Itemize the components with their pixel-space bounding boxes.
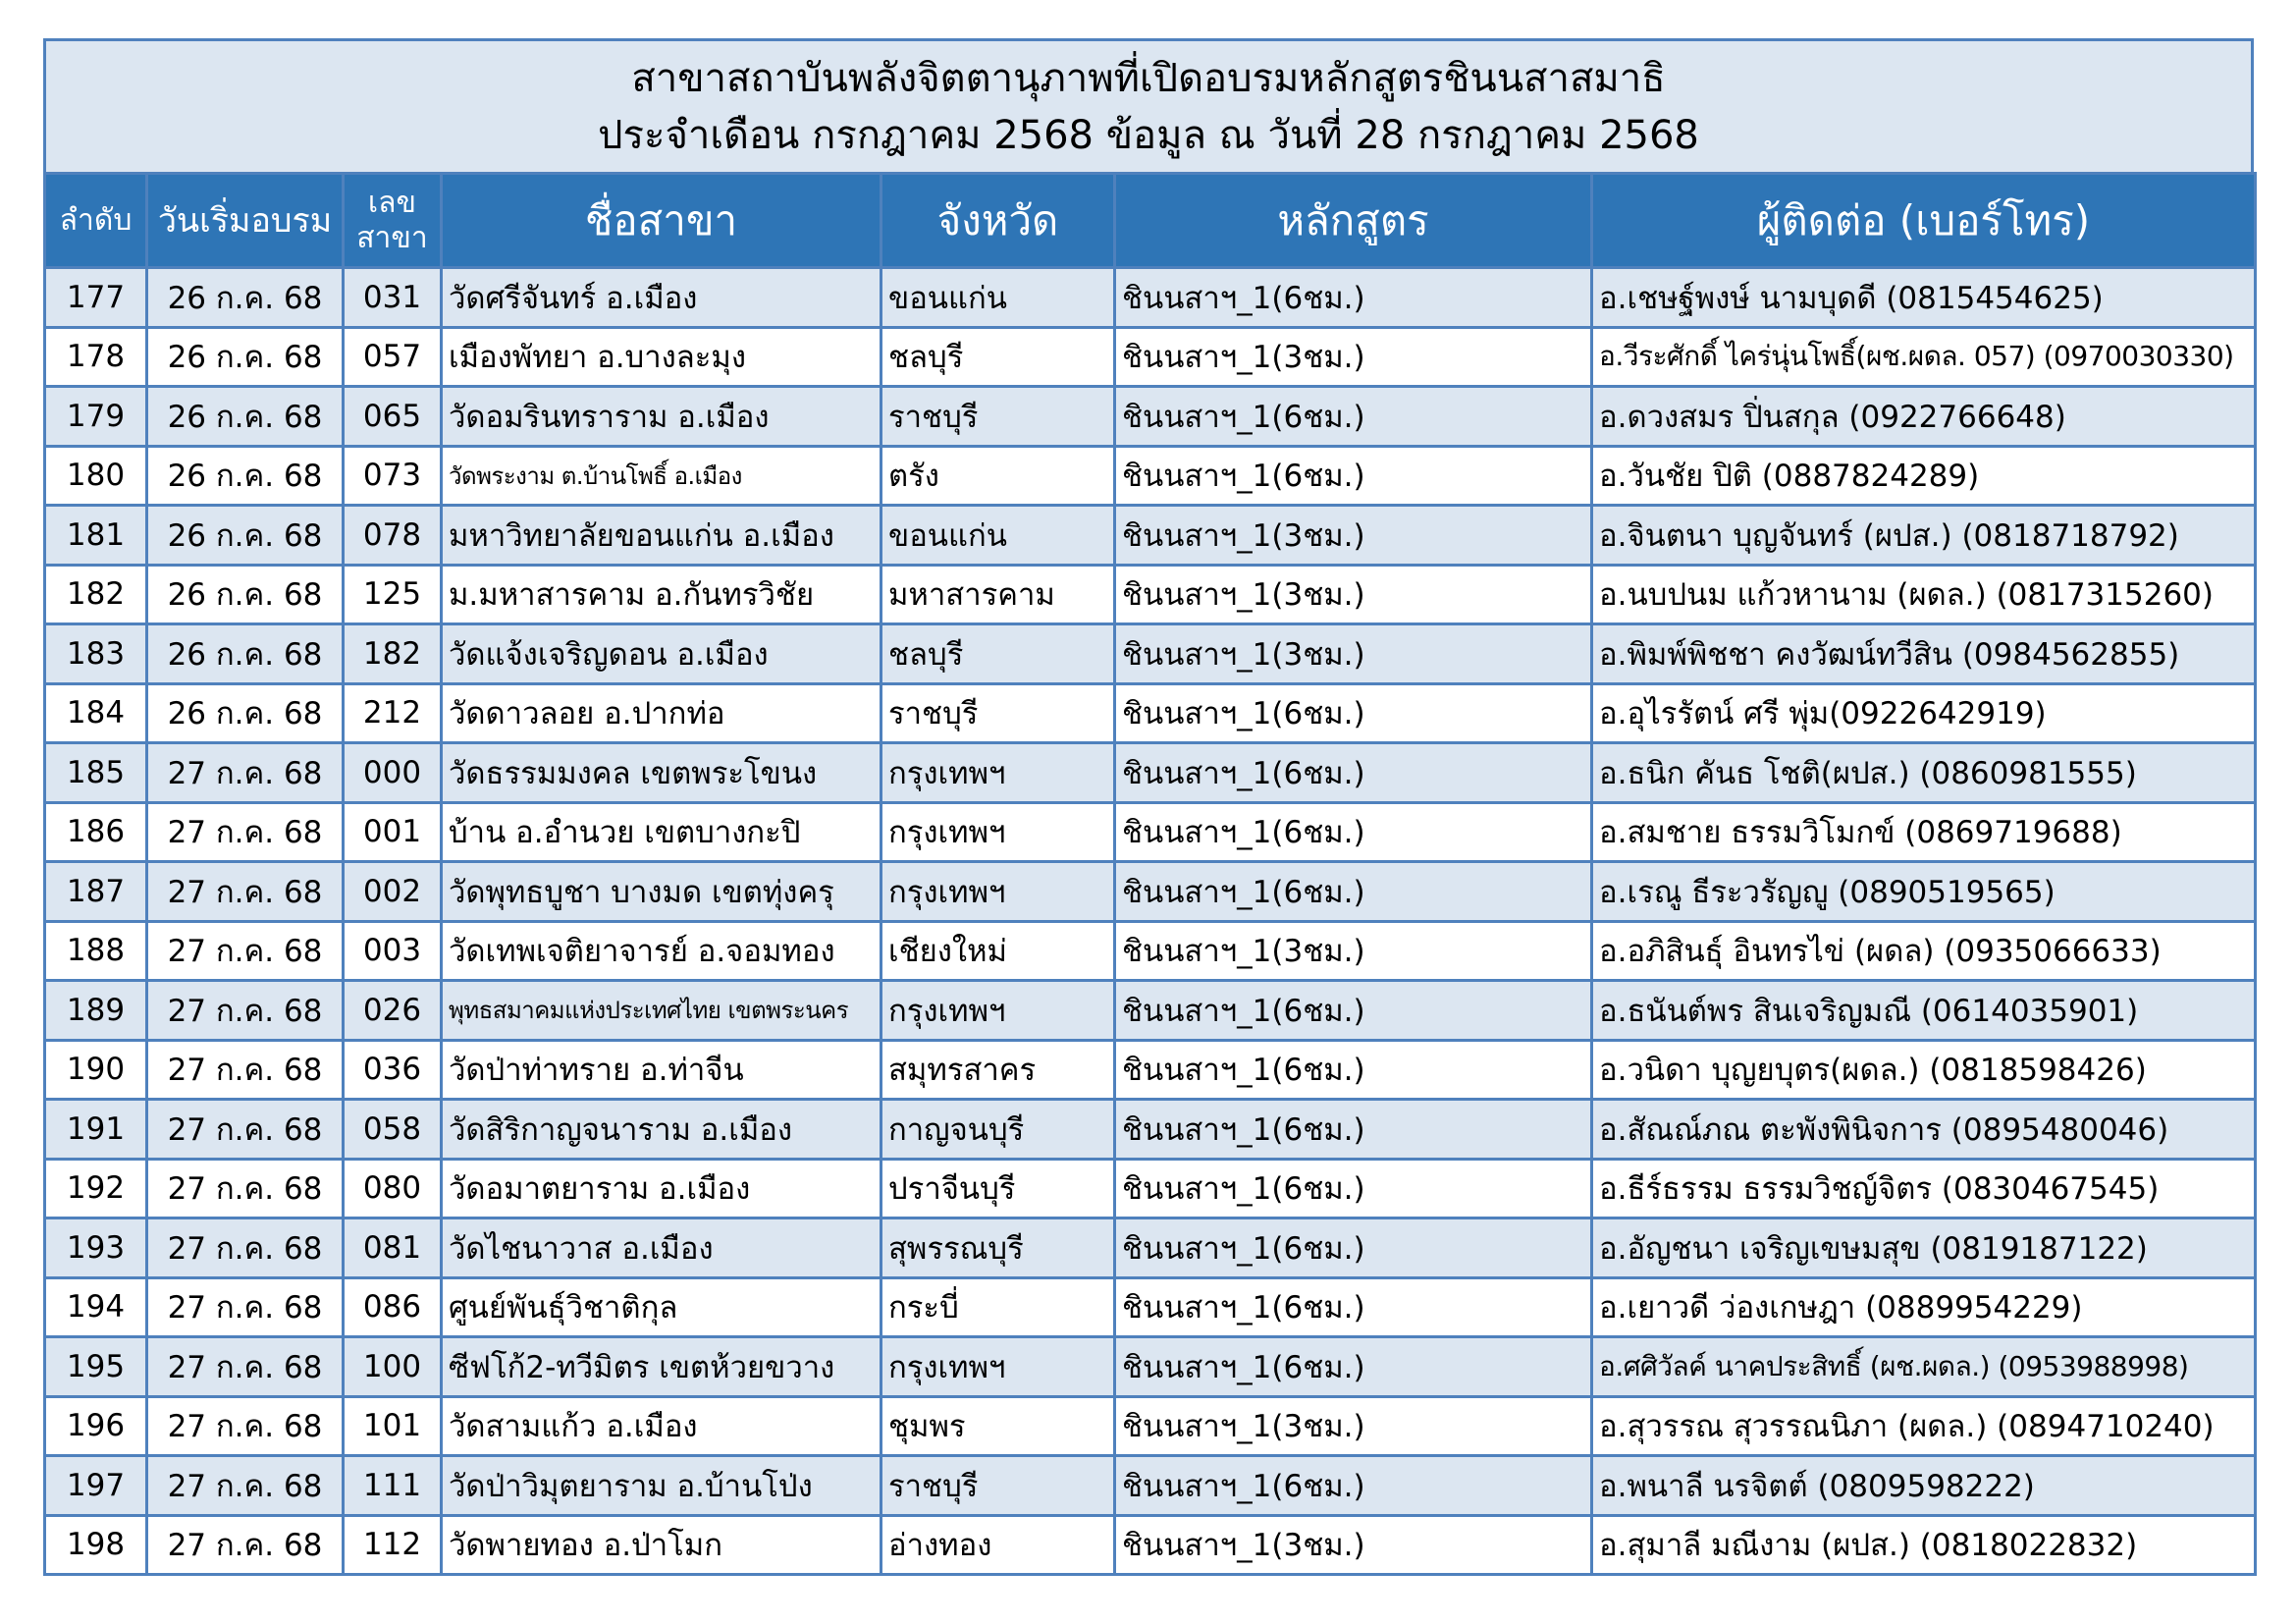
cell-branch-code: 065: [344, 387, 442, 447]
cell-branch-name: วัดอมาตยาราม อ.เมือง: [442, 1159, 881, 1218]
cell-branch-name: บ้าน อ.อำนวย เขตบางกะปิ: [442, 802, 881, 862]
cell-no: 195: [45, 1337, 147, 1397]
cell-course: ชินนสาฯ_1(6ชม.): [1115, 1277, 1592, 1337]
cell-contact: อ.ศศิวัลค์ นาคประสิทธิ์ (ผช.ผดล.) (0953988998): [1592, 1337, 2256, 1397]
cell-branch-code: 078: [344, 506, 442, 566]
cell-no: 182: [45, 565, 147, 624]
title-line-1: สาขาสถาบันพลังจิตตานุภาพที่เปิดอบรมหลักสูตรชินนสาสมาธิ: [631, 55, 1666, 101]
cell-province: ราชบุรี: [881, 1456, 1115, 1516]
cell-start-date: 26 ก.ค. 68: [147, 327, 344, 387]
cell-province: กรุงเทพฯ: [881, 1337, 1115, 1397]
cell-course: ชินนสาฯ_1(6ชม.): [1115, 268, 1592, 328]
cell-branch-code: 003: [344, 921, 442, 981]
cell-branch-code: 081: [344, 1218, 442, 1278]
header-course: หลักสูตร: [1115, 174, 1592, 268]
cell-branch-code: 182: [344, 624, 442, 684]
cell-branch-code: 100: [344, 1337, 442, 1397]
cell-course: ชินนสาฯ_1(3ชม.): [1115, 327, 1592, 387]
cell-contact: อ.เยาวดี ว่องเกษฎา (0889954229): [1592, 1277, 2256, 1337]
cell-course: ชินนสาฯ_1(6ชม.): [1115, 981, 1592, 1041]
cell-no: 181: [45, 506, 147, 566]
cell-start-date: 27 ก.ค. 68: [147, 1396, 344, 1456]
cell-no: 198: [45, 1515, 147, 1575]
cell-contact: อ.สุมาลี มณีงาม (ผปส.) (0818022832): [1592, 1515, 2256, 1575]
cell-branch-name: วัดไชนาวาส อ.เมือง: [442, 1218, 881, 1278]
branch-table: [43, 172, 2257, 1576]
cell-contact: อ.ธีร์ธรรม ธรรมวิชญ์จิตร (0830467545): [1592, 1159, 2256, 1218]
table-row: [45, 506, 2256, 566]
cell-no: 183: [45, 624, 147, 684]
cell-no: 193: [45, 1218, 147, 1278]
cell-start-date: 26 ก.ค. 68: [147, 268, 344, 328]
cell-no: 177: [45, 268, 147, 328]
cell-course: ชินนสาฯ_1(6ชม.): [1115, 1337, 1592, 1397]
cell-branch-name: เมืองพัทยา อ.บางละมุง: [442, 327, 881, 387]
cell-course: ชินนสาฯ_1(6ชม.): [1115, 1218, 1592, 1278]
cell-course: ชินนสาฯ_1(6ชม.): [1115, 743, 1592, 803]
cell-contact: อ.อัญชนา เจริญเขษมสุข (0819187122): [1592, 1218, 2256, 1278]
cell-contact: อ.สัณณ์ภณ ตะพังพินิจการ (0895480046): [1592, 1100, 2256, 1160]
table-row: [45, 743, 2256, 803]
cell-no: 180: [45, 446, 147, 506]
cell-start-date: 27 ก.ค. 68: [147, 981, 344, 1041]
cell-course: ชินนสาฯ_1(6ชม.): [1115, 1456, 1592, 1516]
cell-start-date: 26 ก.ค. 68: [147, 387, 344, 447]
table-row: [45, 327, 2256, 387]
cell-start-date: 27 ก.ค. 68: [147, 1040, 344, 1100]
cell-start-date: 27 ก.ค. 68: [147, 921, 344, 981]
table-row: [45, 1277, 2256, 1337]
table-row: [45, 1396, 2256, 1456]
cell-start-date: 27 ก.ค. 68: [147, 1218, 344, 1278]
cell-course: ชินนสาฯ_1(3ชม.): [1115, 1396, 1592, 1456]
cell-branch-name: วัดพุทธบูชา บางมด เขตทุ่งครุ: [442, 862, 881, 922]
cell-province: ราชบุรี: [881, 387, 1115, 447]
cell-no: 178: [45, 327, 147, 387]
cell-start-date: 27 ก.ค. 68: [147, 1159, 344, 1218]
cell-no: 190: [45, 1040, 147, 1100]
cell-branch-code: 125: [344, 565, 442, 624]
cell-contact: อ.พิมพ์พิชชา คงวัฒน์ทวีสิน (0984562855): [1592, 624, 2256, 684]
cell-start-date: 27 ก.ค. 68: [147, 1277, 344, 1337]
cell-branch-name: วัดพระงาม ต.บ้านโพธิ์ อ.เมือง: [442, 446, 881, 506]
cell-province: อ่างทอง: [881, 1515, 1115, 1575]
table-row: [45, 921, 2256, 981]
cell-province: กรุงเทพฯ: [881, 802, 1115, 862]
cell-province: เชียงใหม่: [881, 921, 1115, 981]
table-row: [45, 1337, 2256, 1397]
table-row: [45, 802, 2256, 862]
cell-branch-code: 000: [344, 743, 442, 803]
cell-branch-name: วัดป่าท่าทราย อ.ท่าจีน: [442, 1040, 881, 1100]
cell-province: กรุงเทพฯ: [881, 981, 1115, 1041]
table-row: [45, 1159, 2256, 1218]
cell-branch-name: วัดดาวลอย อ.ปากท่อ: [442, 683, 881, 743]
cell-start-date: 27 ก.ค. 68: [147, 802, 344, 862]
table-row: [45, 1218, 2256, 1278]
cell-course: ชินนสาฯ_1(6ชม.): [1115, 1040, 1592, 1100]
cell-branch-name: พุทธสมาคมแห่งประเทศไทย เขตพระนคร: [442, 981, 881, 1041]
cell-contact: อ.วันชัย ปิติ (0887824289): [1592, 446, 2256, 506]
cell-branch-code: 036: [344, 1040, 442, 1100]
cell-no: 191: [45, 1100, 147, 1160]
cell-course: ชินนสาฯ_1(6ชม.): [1115, 446, 1592, 506]
cell-no: 196: [45, 1396, 147, 1456]
cell-no: 186: [45, 802, 147, 862]
cell-contact: อ.สมชาย ธรรมวิโมกข์ (0869719688): [1592, 802, 2256, 862]
cell-start-date: 27 ก.ค. 68: [147, 862, 344, 922]
cell-course: ชินนสาฯ_1(6ชม.): [1115, 802, 1592, 862]
table-row: [45, 981, 2256, 1041]
cell-branch-code: 058: [344, 1100, 442, 1160]
cell-province: ตรัง: [881, 446, 1115, 506]
cell-branch-name: วัดศรีจันทร์ อ.เมือง: [442, 268, 881, 328]
cell-branch-name: วัดเทพเจติยาจารย์ อ.จอมทอง: [442, 921, 881, 981]
cell-branch-name: วัดพายทอง อ.ป่าโมก: [442, 1515, 881, 1575]
header-branch-no-line2: สาขา: [356, 220, 428, 255]
cell-province: ขอนแก่น: [881, 268, 1115, 328]
table-row: [45, 446, 2256, 506]
header-row: [45, 174, 2256, 268]
cell-start-date: 26 ก.ค. 68: [147, 446, 344, 506]
cell-branch-name: วัดป่าวิมุตยาราม อ.บ้านโป่ง: [442, 1456, 881, 1516]
cell-start-date: 27 ก.ค. 68: [147, 1456, 344, 1516]
table-row: [45, 1040, 2256, 1100]
cell-branch-code: 086: [344, 1277, 442, 1337]
table-row: [45, 683, 2256, 743]
cell-no: 179: [45, 387, 147, 447]
cell-contact: อ.เชษฐ์พงษ์ นามบุดดี (0815454625): [1592, 268, 2256, 328]
header-no: ลำดับ: [45, 174, 147, 268]
header-province: จังหวัด: [881, 174, 1115, 268]
cell-course: ชินนสาฯ_1(3ชม.): [1115, 565, 1592, 624]
header-contact: ผู้ติดต่อ (เบอร์โทร): [1592, 174, 2256, 268]
cell-province: กรุงเทพฯ: [881, 743, 1115, 803]
cell-contact: อ.ธนันต์พร สินเจริญมณี (0614035901): [1592, 981, 2256, 1041]
cell-course: ชินนสาฯ_1(3ชม.): [1115, 506, 1592, 566]
cell-province: ขอนแก่น: [881, 506, 1115, 566]
cell-branch-name: วัดธรรมมงคล เขตพระโขนง: [442, 743, 881, 803]
cell-branch-name: ศูนย์พันธุ์วิชาติกุล: [442, 1277, 881, 1337]
cell-start-date: 27 ก.ค. 68: [147, 1515, 344, 1575]
cell-province: สุพรรณบุรี: [881, 1218, 1115, 1278]
cell-no: 188: [45, 921, 147, 981]
cell-branch-code: 073: [344, 446, 442, 506]
cell-contact: อ.ดวงสมร ปิ่นสกุล (0922766648): [1592, 387, 2256, 447]
cell-contact: อ.นบปนม แก้วหานาม (ผดล.) (0817315260): [1592, 565, 2256, 624]
cell-province: กระบี่: [881, 1277, 1115, 1337]
cell-contact: อ.อุไรรัตน์ ศรี พุ่ม(0922642919): [1592, 683, 2256, 743]
cell-branch-code: 101: [344, 1396, 442, 1456]
table-row: [45, 565, 2256, 624]
table-body: [45, 268, 2256, 1575]
cell-branch-code: 057: [344, 327, 442, 387]
cell-no: 194: [45, 1277, 147, 1337]
cell-province: กาญจนบุรี: [881, 1100, 1115, 1160]
cell-start-date: 26 ก.ค. 68: [147, 565, 344, 624]
cell-no: 185: [45, 743, 147, 803]
cell-no: 189: [45, 981, 147, 1041]
cell-branch-code: 111: [344, 1456, 442, 1516]
cell-course: ชินนสาฯ_1(3ชม.): [1115, 1515, 1592, 1575]
table-row: [45, 268, 2256, 328]
cell-contact: อ.พนาลี นรจิตต์ (0809598222): [1592, 1456, 2256, 1516]
cell-branch-code: 080: [344, 1159, 442, 1218]
cell-province: มหาสารคาม: [881, 565, 1115, 624]
cell-branch-name: วัดแจ้งเจริญดอน อ.เมือง: [442, 624, 881, 684]
cell-branch-name: วัดสามแก้ว อ.เมือง: [442, 1396, 881, 1456]
cell-course: ชินนสาฯ_1(6ชม.): [1115, 862, 1592, 922]
cell-province: ปราจีนบุรี: [881, 1159, 1115, 1218]
table-row: [45, 624, 2256, 684]
table-row: [45, 387, 2256, 447]
cell-province: ราชบุรี: [881, 683, 1115, 743]
table-row: [45, 1456, 2256, 1516]
cell-start-date: 27 ก.ค. 68: [147, 743, 344, 803]
cell-contact: อ.สุวรรณ สุวรรณนิภา (ผดล.) (0894710240): [1592, 1396, 2256, 1456]
cell-course: ชินนสาฯ_1(3ชม.): [1115, 624, 1592, 684]
table-row: [45, 1515, 2256, 1575]
cell-start-date: 27 ก.ค. 68: [147, 1100, 344, 1160]
cell-start-date: 26 ก.ค. 68: [147, 506, 344, 566]
header-branch-no-line1: เลข: [367, 185, 417, 220]
header-start-date: วันเริ่มอบรม: [147, 174, 344, 268]
cell-course: ชินนสาฯ_1(6ชม.): [1115, 387, 1592, 447]
cell-province: ชลบุรี: [881, 327, 1115, 387]
title-line-2: ประจำเดือน กรกฎาคม 2568 ข้อมูล ณ วันที่ 28 กรกฎาคม 2568: [598, 112, 1699, 158]
cell-contact: อ.เรณู ธีระวรัญญู (0890519565): [1592, 862, 2256, 922]
cell-no: 192: [45, 1159, 147, 1218]
cell-course: ชินนสาฯ_1(3ชม.): [1115, 921, 1592, 981]
cell-no: 197: [45, 1456, 147, 1516]
cell-contact: อ.ธนิก คันธ โชติ(ผปส.) (0860981555): [1592, 743, 2256, 803]
cell-branch-name: วัดอมรินทราราม อ.เมือง: [442, 387, 881, 447]
cell-start-date: 26 ก.ค. 68: [147, 683, 344, 743]
cell-course: ชินนสาฯ_1(6ชม.): [1115, 1100, 1592, 1160]
cell-branch-code: 026: [344, 981, 442, 1041]
cell-branch-name: มหาวิทยาลัยขอนแก่น อ.เมือง: [442, 506, 881, 566]
cell-branch-name: ม.มหาสารคาม อ.กันทรวิชัย: [442, 565, 881, 624]
cell-start-date: 27 ก.ค. 68: [147, 1337, 344, 1397]
cell-province: ชลบุรี: [881, 624, 1115, 684]
cell-contact: อ.อภิสินธุ์ อินทรไข่ (ผดล) (0935066633): [1592, 921, 2256, 981]
cell-province: สมุทรสาคร: [881, 1040, 1115, 1100]
cell-no: 184: [45, 683, 147, 743]
table-row: [45, 862, 2256, 922]
training-schedule-sheet: [43, 38, 2254, 1576]
cell-branch-code: 002: [344, 862, 442, 922]
cell-branch-code: 001: [344, 802, 442, 862]
cell-province: ชุมพร: [881, 1396, 1115, 1456]
header-branch-no: [344, 174, 442, 268]
cell-course: ชินนสาฯ_1(6ชม.): [1115, 1159, 1592, 1218]
cell-branch-name: ซีฟโก้2-ทวีมิตร เขตห้วยขวาง: [442, 1337, 881, 1397]
cell-contact: อ.วีระศักดิ์ ไคร่นุ่นโพธิ์(ผช.ผดล. 057) (0970030330): [1592, 327, 2256, 387]
cell-branch-name: วัดสิริกาญจนาราม อ.เมือง: [442, 1100, 881, 1160]
cell-branch-code: 212: [344, 683, 442, 743]
cell-course: ชินนสาฯ_1(6ชม.): [1115, 683, 1592, 743]
header-branch-name: ชื่อสาขา: [442, 174, 881, 268]
table-row: [45, 1100, 2256, 1160]
cell-province: กรุงเทพฯ: [881, 862, 1115, 922]
cell-start-date: 26 ก.ค. 68: [147, 624, 344, 684]
cell-contact: อ.วนิดา บุญยบุตร(ผดล.) (0818598426): [1592, 1040, 2256, 1100]
cell-no: 187: [45, 862, 147, 922]
title-box: [43, 38, 2254, 172]
cell-branch-code: 112: [344, 1515, 442, 1575]
cell-contact: อ.จินตนา บุญจันทร์ (ผปส.) (0818718792): [1592, 506, 2256, 566]
cell-branch-code: 031: [344, 268, 442, 328]
